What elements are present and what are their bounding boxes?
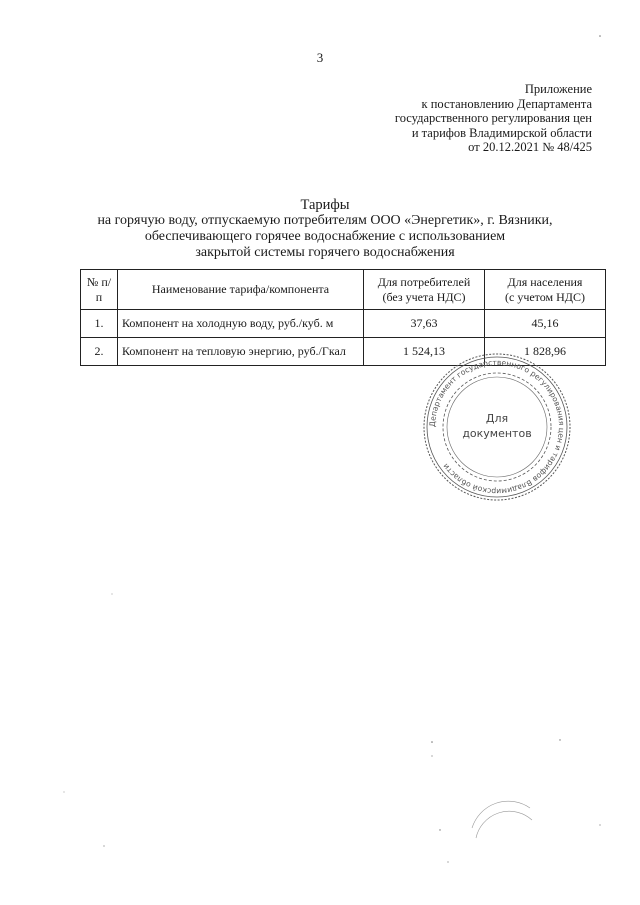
appendix-line: государственного регулирования цен <box>394 111 592 125</box>
row-num: 1. <box>81 310 118 338</box>
header-population <box>485 270 606 310</box>
header-name: Наименование тарифа/компонента <box>118 270 364 310</box>
document-title <box>60 197 590 261</box>
stamp-center-line2: документов <box>462 427 532 440</box>
appendix-line: Приложение <box>524 82 592 96</box>
title-line: закрытой системы горячего водоснабжения <box>195 245 455 260</box>
stamp-ring-text: Департамент государственного регулирования цен и тарифов Владимирской области <box>427 357 567 497</box>
row-population-value: 1 828,96 <box>485 338 606 366</box>
table-header-row <box>81 270 606 310</box>
row-consumers-value: 37,63 <box>364 310 485 338</box>
row-consumers-value: 1 524,13 <box>364 338 485 366</box>
stamp-center-line1: Для <box>485 412 509 425</box>
appendix-header <box>292 82 592 155</box>
appendix-line: и тарифов Владимирской области <box>411 125 592 140</box>
title-line: Тарифы <box>300 197 350 213</box>
title-line: на горячую воду, отпускаемую потребителям ООО «Энергетик», г. Вязники, <box>97 213 553 228</box>
official-stamp <box>420 350 574 504</box>
appendix-line: от 20.12.2021 № 48/425 <box>468 140 592 154</box>
header-population-line2: (с учетом НДС) <box>505 289 585 304</box>
table-row <box>81 310 606 338</box>
header-num: № п/п <box>81 270 118 310</box>
title-line: обеспечивающего горячее водоснабжение с использованием <box>144 229 506 244</box>
appendix-line: к постановлению Департамента <box>421 96 592 111</box>
header-consumers-line1: Для потребителей <box>377 274 471 289</box>
header-population-line1: Для населения <box>507 274 583 289</box>
row-name: Компонент на холодную воду, руб./куб. м <box>118 310 364 338</box>
header-consumers <box>364 270 485 310</box>
page-number: 3 <box>316 50 324 65</box>
header-consumers-line2: (без учета НДС) <box>382 289 466 304</box>
row-num: 2. <box>81 338 118 366</box>
row-population-value: 45,16 <box>485 310 606 338</box>
row-name: Компонент на тепловую энергию, руб./Гкал <box>118 338 364 366</box>
